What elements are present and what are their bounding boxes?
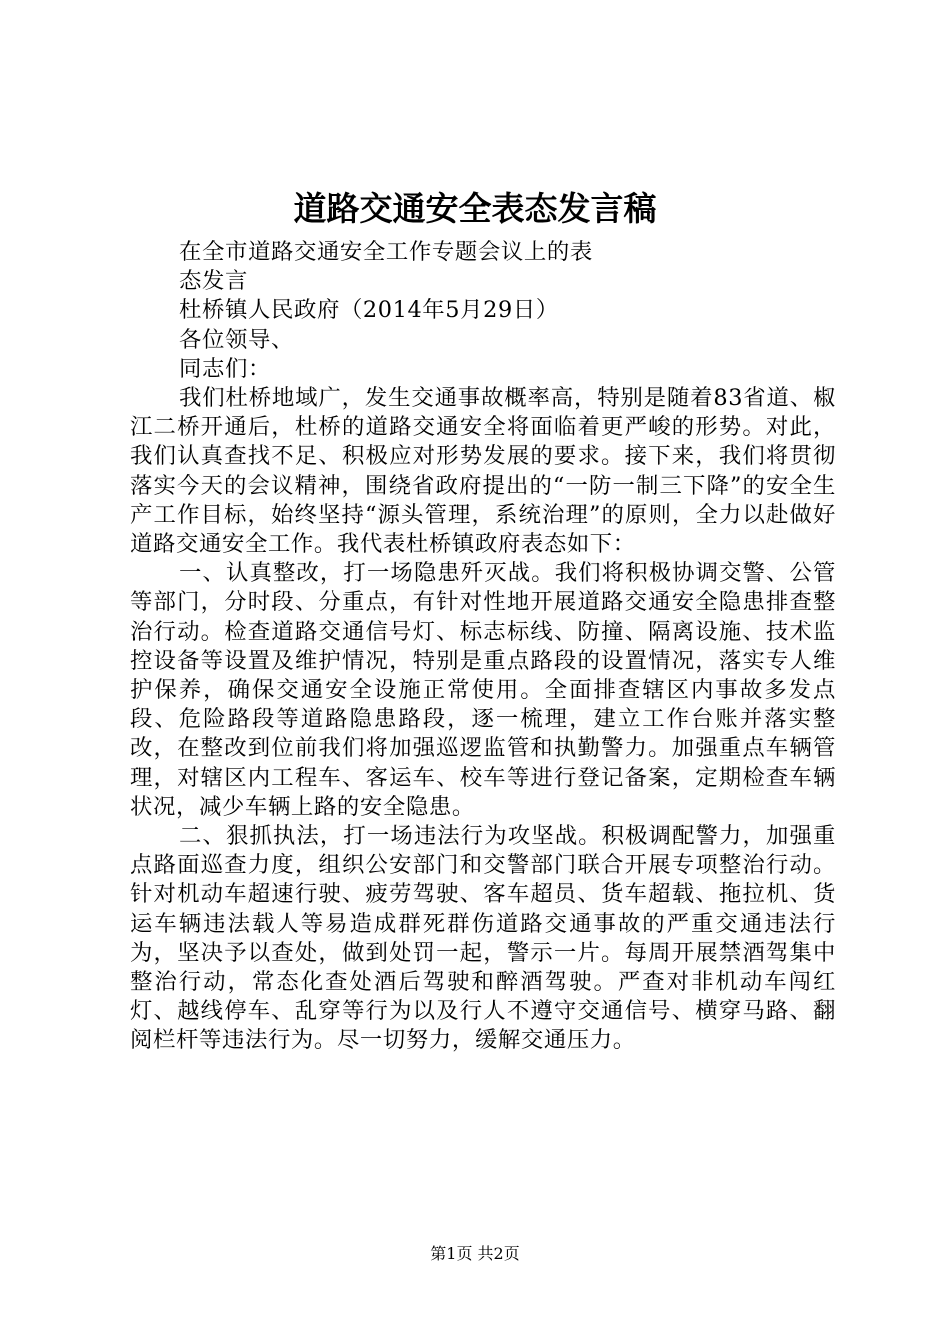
document-title: 道路交通安全表态发言稿 [293, 189, 657, 228]
page-number-footer: 第1页 共2页 [430, 1244, 520, 1263]
greeting-line-1: 各位领导、 [179, 326, 294, 353]
document-body [130, 238, 836, 1056]
subtitle-line-1: 在全市道路交通安全工作专题会议上的表 [179, 239, 593, 265]
subtitle-line-2: 态发言 [179, 268, 248, 295]
author-date: 杜桥镇人民政府（2014年5月29日） [179, 297, 559, 324]
paragraph-section-1: 一、认真整改，打一场隐患歼灭战。我们将积极协调交警、公管等部门，分时段、分重点，有针对性地开展道路交通安全隐患排查整治行动。检查道路交通信号灯、标志标线、防撞、隔离设施、技术监控设备等设置及维护情况，特别是重点路段的设置情况，落实专人维护保养，确保交通安全设施正常使用。全面排查辖区内事故多发点段、危险路段等道路隐患路段，逐一梳理，建立工作台账并落实整改，在整改到位前我们将加强巡逻监管和执勤警力。加强重点车辆管理，对辖区内工程车、客运车、校车等进行登记备案，定期检查车辆状况，减少车辆上路的安全隐患。 [130, 560, 836, 820]
greeting-line-2: 同志们： [179, 355, 271, 382]
paragraph-section-2: 二、狠抓执法，打一场违法行为攻坚战。积极调配警力，加强重点路面巡查力度，组织公安部门和交警部门联合开展专项整治行动。针对机动车超速行驶、疲劳驾驶、客车超员、货车超载、拖拉机、货运车辆违法载人等易造成群死群伤道路交通事故的严重交通违法行为，坚决予以查处，做到处罚一起，警示一片。每周开展禁酒驾集中整治行动，常态化查处酒后驾驶和醉酒驾驶。严查对非机动车闯红灯、越线停车、乱穿等行为以及行人不遵守交通信号、横穿马路、翻阅栏杆等违法行为。尽一切努力，缓解交通压力。 [130, 823, 836, 1054]
paragraph-intro: 我们杜桥地域广，发生交通事故概率高，特别是随着83省道、椒江二桥开通后，杜桥的道路交通安全将面临着更严峻的形势。对此，我们认真查找不足、积极应对形势发展的要求。接下来，我们将贯彻落实今天的会议精神，围绕省政府提出的“一防一制三下降”的安全生产工作目标，始终坚持“源头管理，系统治理”的原则，全力以赴做好道路交通安全工作。我代表杜桥镇政府表态如下： [130, 385, 836, 558]
